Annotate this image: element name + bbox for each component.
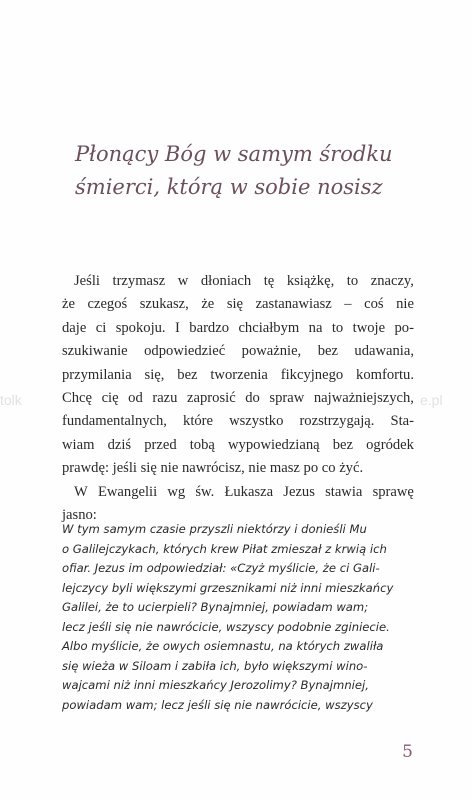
word: coś	[364, 296, 384, 313]
paragraph-line	[62, 364, 414, 387]
word: tę	[263, 273, 275, 289]
quote-line: Galilei, że to ucierpieli? Bynajmniej, powiadam wam;	[62, 600, 369, 614]
word: –	[344, 296, 352, 313]
word: dłoniach	[200, 273, 252, 289]
word: Jeśli	[74, 273, 100, 289]
word: w	[177, 273, 189, 289]
word: Sta-	[390, 413, 414, 430]
word: na	[308, 319, 323, 336]
word: zaprosić	[187, 389, 236, 406]
quote-line: W tym samym czasie przyszli niektórzy i donieśli Mu	[62, 522, 367, 536]
word: się,	[144, 366, 165, 383]
word: fikcyjnego	[280, 366, 344, 383]
word: to	[346, 273, 359, 289]
paragraph-line	[62, 317, 414, 340]
chapter-title-line: Płonący Bóg w samym środku	[75, 142, 393, 166]
paragraph-line: jasno:	[62, 506, 97, 523]
chapter-title-line: śmierci, którą w sobie nosisz	[75, 175, 383, 199]
paragraph-line	[62, 387, 414, 410]
word: szukiwanie	[62, 343, 128, 360]
watermark-left: tolk	[0, 392, 22, 408]
word: spraw	[269, 389, 305, 406]
word: które	[183, 413, 214, 430]
quote-line: lejczycy byli większymi grzesznikami niż inni mieszkańcy	[62, 580, 394, 595]
page-number: 5	[402, 742, 413, 762]
word: rozstrzygają.	[299, 413, 375, 430]
word: Łukasza	[224, 483, 274, 500]
word: bez	[317, 343, 338, 360]
word: że	[201, 296, 215, 313]
paragraph-line: prawdę: jeśli się nie nawrócisz, nie masz po co żyć.	[62, 460, 364, 477]
word: poważnie,	[241, 343, 302, 360]
word: tobą	[189, 436, 215, 453]
word: udawania,	[354, 343, 414, 360]
word: Jezus	[283, 483, 315, 500]
word: wiam	[62, 436, 95, 453]
word: chciałbym	[238, 319, 300, 336]
word: to	[331, 319, 344, 336]
word: że	[62, 296, 75, 313]
word: przed	[144, 436, 177, 453]
quote-line: Albo myślicie, że owych osiemnastu, na których zwaliła	[62, 639, 384, 653]
word: zastanawiasz	[255, 296, 332, 313]
paragraph-line	[62, 434, 414, 457]
quote-line: powiadam wam; lecz jeśli się nie nawrócicie, wszyscy	[62, 697, 373, 712]
word: odpowiedzieć	[144, 343, 226, 360]
word: ci	[95, 319, 107, 336]
word: W	[74, 483, 88, 500]
word: sprawę	[372, 483, 414, 500]
watermark-right: e.pl	[420, 392, 443, 408]
paragraph-line	[62, 410, 414, 433]
word: daje	[62, 319, 87, 336]
paragraph-line	[62, 270, 414, 293]
word: twoje	[352, 319, 386, 336]
paragraph-line	[62, 481, 414, 504]
word: bez	[177, 366, 198, 383]
word: książkę,	[286, 273, 335, 289]
quote-line: wajcami niż inni mieszkańcy Jerozolimy? Bynajmniej,	[62, 678, 369, 692]
word: spokoju.	[115, 319, 166, 336]
word: fundamentalnych,	[62, 413, 167, 430]
word: czegoś	[87, 296, 128, 313]
word: znaczy,	[370, 273, 414, 289]
body-text	[62, 270, 414, 527]
paragraph-line	[62, 340, 414, 363]
word: cię	[101, 389, 119, 406]
word: szukasz,	[139, 296, 189, 313]
word: Ewangelii	[97, 483, 158, 500]
word: bardzo	[189, 319, 230, 336]
quote-line: o Galilejczykach, których krew Piłat zmieszał z krwią ich	[62, 541, 387, 556]
chapter-title	[75, 138, 435, 204]
word: nie	[396, 296, 414, 313]
word: św.	[195, 483, 215, 500]
word: Chcę	[62, 389, 92, 406]
word: ogródek	[366, 436, 414, 453]
word: trzymasz	[112, 273, 166, 289]
quote-line: ofiar. Jezus im odpowiedział: «Czyż myślicie, że ci Gali-	[62, 561, 380, 575]
word: od	[128, 389, 143, 406]
word: komfortu.	[356, 366, 414, 383]
word: do	[245, 389, 260, 406]
word: bez	[332, 436, 353, 453]
word: stawia	[325, 483, 363, 500]
word: dziś	[107, 436, 132, 453]
word: się	[226, 296, 244, 313]
word: najważniejszych,	[313, 389, 414, 406]
word: wszystko	[229, 413, 284, 430]
scripture-quote	[62, 520, 414, 715]
paragraph-line	[62, 293, 414, 316]
quote-line: lecz jeśli się nie nawrócicie, wszyscy podobnie zginiecie.	[62, 619, 390, 634]
word: razu	[152, 389, 178, 406]
quote-line: się wieża w Siloam i zabiła ich, było większymi wino-	[62, 658, 368, 673]
word: przymilania	[62, 366, 132, 383]
word: I	[175, 319, 180, 336]
word: tworzenia	[210, 366, 268, 383]
word: po-	[394, 319, 414, 336]
word: wg	[167, 483, 186, 500]
word: wypowiedzianą	[228, 436, 320, 453]
